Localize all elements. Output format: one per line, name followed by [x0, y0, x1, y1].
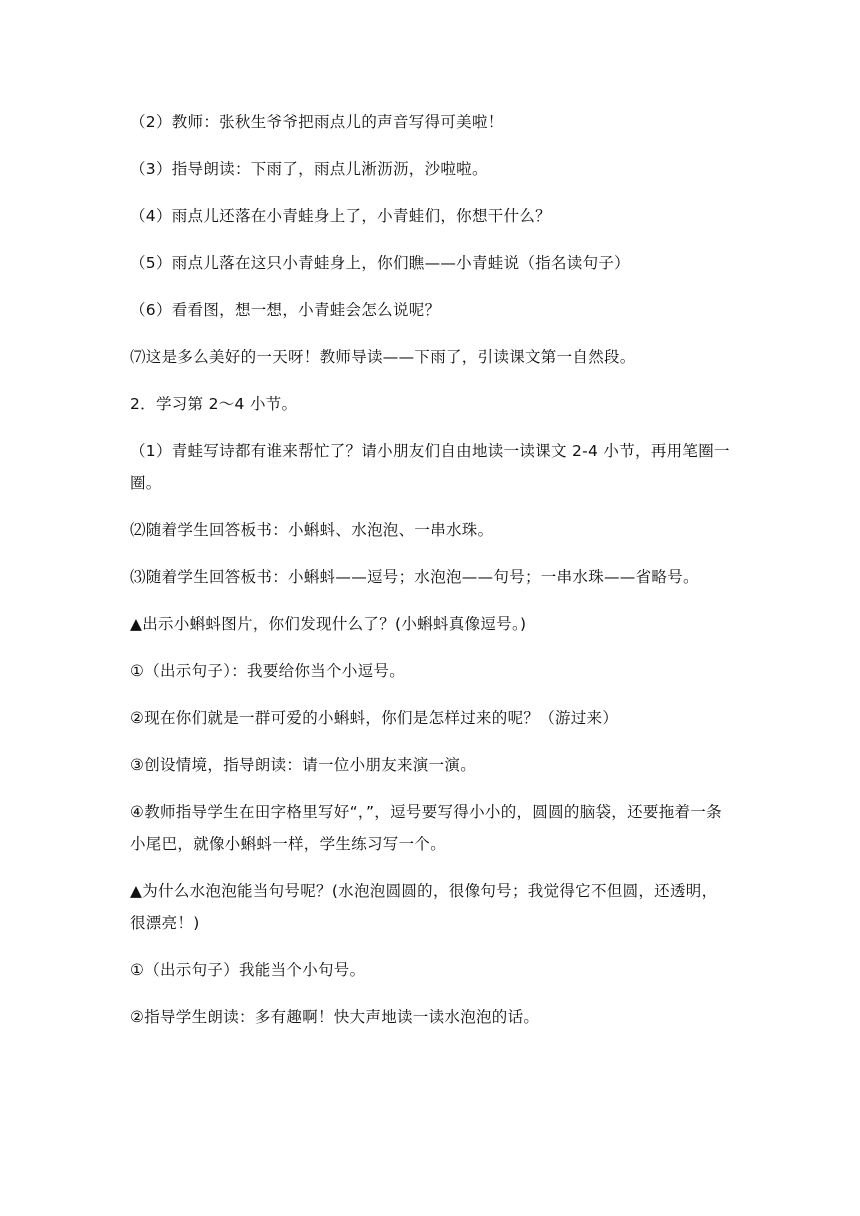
paragraph: ⑶随着学生回答板书：小蝌蚪——逗号；水泡泡——句号；一串水珠——省略号。	[130, 568, 699, 586]
paragraph: ⑵随着学生回答板书：小蝌蚪、水泡泡、一串水珠。	[130, 521, 494, 539]
paragraph: ▲出示小蝌蚪图片，你们发现什么了？(小蝌蚪真像逗号。)	[130, 615, 527, 633]
paragraph: （5）雨点儿落在这只小青蛙身上，你们瞧——小青蛙说（指名读句子）	[130, 254, 630, 272]
document-body	[130, 106, 730, 1048]
paragraph: （4）雨点儿还落在小青蛙身上了，小青蛙们，你想干什么？	[130, 207, 551, 225]
paragraph: ③创设情境，指导朗读：请一位小朋友来演一演。	[130, 756, 476, 774]
section-heading: 2．学习第 2～4 小节。	[130, 395, 298, 413]
paragraph: （1）青蛙写诗都有谁来帮忙了？请小朋友们自由地读一读课文 2-4 小节，再用笔圈一圈。	[130, 442, 730, 492]
paragraph: ①（出示句子）：我要给你当个小逗号。	[130, 662, 406, 680]
paragraph: ②指导学生朗读：多有趣啊！快大声地读一读水泡泡的话。	[130, 1008, 540, 1026]
paragraph: ④教师指导学生在田字格里写好“，”，逗号要写得小小的，圆圆的脑袋，还要拖着一条小尾巴，就像小蝌蚪一样，学生练习写一个。	[130, 803, 722, 853]
paragraph: ①（出示句子）我能当个小句号。	[130, 961, 366, 979]
paragraph: ▲为什么水泡泡能当句号呢？(水泡泡圆圆的，很像句号；我觉得它不但圆，还透明，很漂亮！)	[130, 882, 718, 932]
paragraph: （2）教师：张秋生爷爷把雨点儿的声音写得可美啦！	[130, 113, 504, 131]
paragraph: （3）指导朗读：下雨了，雨点儿淅沥沥，沙啦啦。	[130, 160, 488, 178]
paragraph: ②现在你们就是一群可爱的小蝌蚪，你们是怎样过来的呢？（游过来）	[130, 709, 619, 727]
paragraph: （6）看看图，想一想，小青蛙会怎么说呢？	[130, 301, 441, 319]
paragraph: ⑺这是多么美好的一天呀！教师导读——下雨了，引读课文第一自然段。	[130, 348, 636, 366]
